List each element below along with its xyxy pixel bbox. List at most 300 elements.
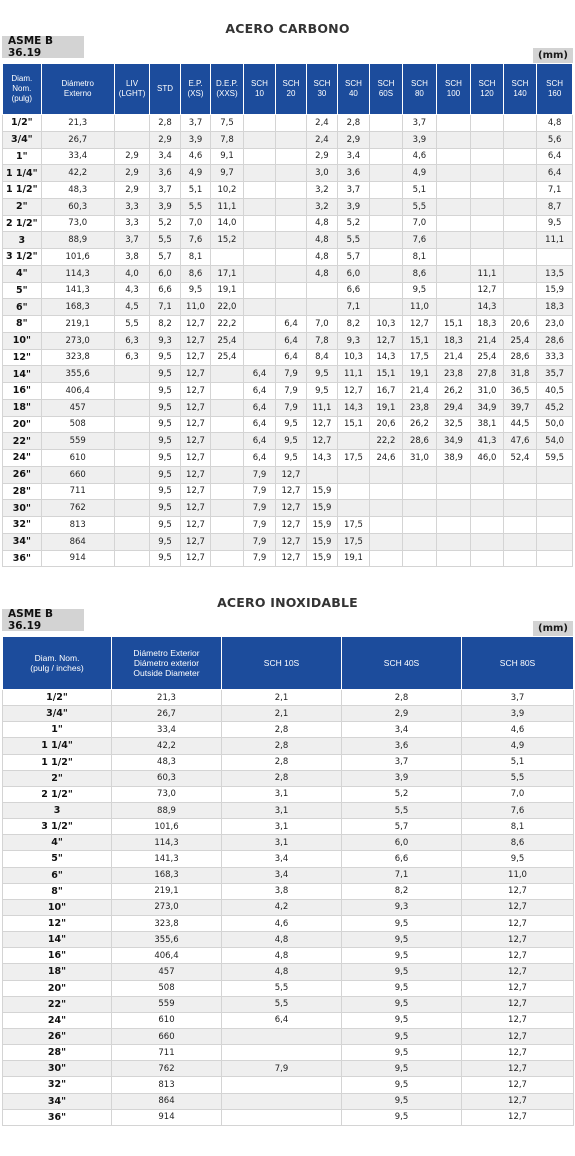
table-cell <box>369 466 403 483</box>
table-cell: 41,3 <box>471 433 504 450</box>
table-cell: 12,7 <box>462 883 574 899</box>
table-row <box>3 366 573 383</box>
table-cell: 114,3 <box>41 265 114 282</box>
table-row <box>3 1012 574 1028</box>
table-cell <box>211 466 244 483</box>
table-row <box>3 835 574 851</box>
table-cell <box>211 500 244 517</box>
table-cell <box>471 131 504 148</box>
nominal-diameter-cell: 1 1/2" <box>3 754 112 770</box>
table-cell: 31,8 <box>503 366 537 383</box>
table-cell: 323,8 <box>112 915 222 931</box>
table-cell: 8,6 <box>403 265 437 282</box>
table-cell <box>369 115 403 132</box>
table-row <box>3 316 573 333</box>
table-cell <box>243 265 276 282</box>
table-row <box>3 706 574 722</box>
table-cell: 4,6 <box>180 148 210 165</box>
carbon-column-header: SCH 30 <box>306 64 337 115</box>
table-cell: 20,6 <box>369 416 403 433</box>
table-cell <box>211 399 244 416</box>
table-cell: 38,1 <box>471 416 504 433</box>
table-cell: 19,1 <box>338 550 369 567</box>
table-cell: 864 <box>41 533 114 550</box>
table-cell: 14,3 <box>338 399 369 416</box>
table-cell: 12,7 <box>462 1028 574 1044</box>
table-cell <box>369 249 403 266</box>
table-cell: 17,5 <box>338 533 369 550</box>
table-cell <box>211 533 244 550</box>
table-cell: 660 <box>112 1028 222 1044</box>
table-cell <box>403 550 437 567</box>
table-cell <box>471 466 504 483</box>
table-cell: 219,1 <box>112 883 222 899</box>
table-cell: 17,1 <box>211 265 244 282</box>
table-row <box>3 932 574 948</box>
table-cell: 114,3 <box>112 835 222 851</box>
table-cell: 9,5 <box>150 500 180 517</box>
table-cell: 28,6 <box>537 332 573 349</box>
table-cell: 9,5 <box>342 1093 462 1109</box>
table-cell <box>503 182 537 199</box>
table-row <box>3 550 573 567</box>
table-cell <box>276 148 306 165</box>
table-cell: 2,9 <box>342 706 462 722</box>
table-cell <box>403 483 437 500</box>
carbon-column-header: SCH 20 <box>276 64 306 115</box>
table-row <box>3 165 573 182</box>
table-cell: 8,2 <box>150 316 180 333</box>
table-cell <box>537 517 573 534</box>
table-cell: 6,0 <box>338 265 369 282</box>
table-cell <box>369 165 403 182</box>
table-cell <box>306 466 337 483</box>
table-cell: 12,7 <box>462 932 574 948</box>
table-cell: 3,0 <box>306 165 337 182</box>
table-cell <box>211 450 244 467</box>
table-cell <box>114 483 150 500</box>
nominal-diameter-cell: 26" <box>3 466 42 483</box>
table-cell: 610 <box>112 1012 222 1028</box>
nominal-diameter-cell: 3 <box>3 802 112 818</box>
carbon-column-header: SCH 160 <box>537 64 573 115</box>
table-cell <box>369 182 403 199</box>
nominal-diameter-cell: 18" <box>3 964 112 980</box>
table-cell <box>211 366 244 383</box>
table-cell: 15,9 <box>537 282 573 299</box>
table-cell <box>222 1045 342 1061</box>
table-cell <box>503 483 537 500</box>
table-cell: 5,5 <box>114 316 150 333</box>
table-cell: 12,7 <box>369 332 403 349</box>
table-cell: 9,5 <box>342 948 462 964</box>
table-cell: 4,2 <box>222 899 342 915</box>
table-cell: 2,8 <box>222 722 342 738</box>
table-cell <box>243 115 276 132</box>
table-row <box>3 249 573 266</box>
table-cell <box>369 131 403 148</box>
table-cell: 6,0 <box>342 835 462 851</box>
table-cell <box>436 533 471 550</box>
table-cell: 14,3 <box>306 450 337 467</box>
table-cell: 6,3 <box>114 349 150 366</box>
nominal-diameter-cell: 10" <box>3 899 112 915</box>
table-cell: 31,0 <box>471 383 504 400</box>
table-cell: 11,0 <box>462 867 574 883</box>
table-cell <box>222 1028 342 1044</box>
table-cell <box>276 299 306 316</box>
table-cell: 6,4 <box>243 416 276 433</box>
table-cell: 88,9 <box>41 232 114 249</box>
table-cell: 3,9 <box>462 706 574 722</box>
table-cell: 24,6 <box>369 450 403 467</box>
stainless-steel-table <box>2 636 574 1126</box>
table-cell: 12,7 <box>462 996 574 1012</box>
table-cell: 7,9 <box>276 383 306 400</box>
table-cell: 10,3 <box>338 349 369 366</box>
table-cell: 3,9 <box>150 198 180 215</box>
table-cell: 12,7 <box>180 416 210 433</box>
table-cell: 12,7 <box>180 483 210 500</box>
table-cell: 16,7 <box>369 383 403 400</box>
table-cell <box>211 433 244 450</box>
table-cell <box>436 299 471 316</box>
table-cell: 9,5 <box>276 416 306 433</box>
table-cell: 3,4 <box>342 722 462 738</box>
table-cell: 12,7 <box>180 550 210 567</box>
table-cell: 11,1 <box>471 265 504 282</box>
table-row <box>3 1077 574 1093</box>
table-cell <box>211 249 244 266</box>
table-cell: 168,3 <box>112 867 222 883</box>
table-cell: 457 <box>112 964 222 980</box>
table-row <box>3 332 573 349</box>
table-cell: 15,1 <box>436 316 471 333</box>
table-cell: 813 <box>41 517 114 534</box>
table-cell: 19,1 <box>369 399 403 416</box>
table-cell: 12,7 <box>180 466 210 483</box>
table-cell <box>369 500 403 517</box>
table-cell: 12,7 <box>276 533 306 550</box>
table-cell: 12,7 <box>276 500 306 517</box>
table-cell: 9,5 <box>150 366 180 383</box>
table-cell <box>114 533 150 550</box>
nominal-diameter-cell: 3 1/2" <box>3 249 42 266</box>
table-cell: 5,5 <box>338 232 369 249</box>
table-cell: 5,5 <box>462 770 574 786</box>
table-cell <box>436 131 471 148</box>
table-cell: 15,1 <box>369 366 403 383</box>
table-cell: 12,7 <box>180 450 210 467</box>
table-cell: 19,1 <box>211 282 244 299</box>
table-cell: 9,5 <box>342 1028 462 1044</box>
table-cell: 101,6 <box>112 819 222 835</box>
table-cell <box>436 198 471 215</box>
nominal-diameter-cell: 1 1/2" <box>3 182 42 199</box>
table-cell: 12,7 <box>276 483 306 500</box>
table-cell: 6,6 <box>150 282 180 299</box>
table-row <box>3 483 573 500</box>
table-cell: 18,3 <box>471 316 504 333</box>
table-cell <box>243 148 276 165</box>
table-cell: 35,7 <box>537 366 573 383</box>
table-cell: 9,3 <box>338 332 369 349</box>
table-cell: 7,1 <box>338 299 369 316</box>
stainless-column-header: SCH 80S <box>462 637 574 690</box>
table-cell <box>369 232 403 249</box>
table-cell <box>243 232 276 249</box>
stainless-column-header: SCH 40S <box>342 637 462 690</box>
table-row <box>3 1045 574 1061</box>
table-cell: 168,3 <box>41 299 114 316</box>
table-cell: 6,4 <box>243 383 276 400</box>
table-cell <box>503 165 537 182</box>
table-cell: 3,7 <box>342 754 462 770</box>
table-cell: 15,9 <box>306 533 337 550</box>
table-cell: 48,3 <box>112 754 222 770</box>
carbon-column-header: SCH 140 <box>503 64 537 115</box>
table-cell <box>436 265 471 282</box>
table-cell: 9,5 <box>150 416 180 433</box>
table-cell: 12,7 <box>462 1012 574 1028</box>
table-cell: 141,3 <box>112 851 222 867</box>
table-row <box>3 980 574 996</box>
nominal-diameter-cell: 3/4" <box>3 131 42 148</box>
table-cell <box>114 399 150 416</box>
table-cell: 19,1 <box>403 366 437 383</box>
table-cell: 9,5 <box>342 932 462 948</box>
table-row <box>3 349 573 366</box>
table-cell: 8,6 <box>180 265 210 282</box>
table-cell: 4,8 <box>537 115 573 132</box>
table-cell: 12,7 <box>276 466 306 483</box>
table-cell: 12,7 <box>462 1077 574 1093</box>
table-row <box>3 867 574 883</box>
table-row <box>3 738 574 754</box>
table-cell <box>503 115 537 132</box>
table-cell <box>114 416 150 433</box>
table-row <box>3 215 573 232</box>
table-cell <box>276 232 306 249</box>
table-cell: 15,2 <box>211 232 244 249</box>
table-cell: 10,2 <box>211 182 244 199</box>
nominal-diameter-cell: 5" <box>3 851 112 867</box>
table-cell: 2,4 <box>306 131 337 148</box>
table-cell: 9,5 <box>276 450 306 467</box>
table-cell: 660 <box>41 466 114 483</box>
table-cell: 10,3 <box>369 316 403 333</box>
table-cell: 33,4 <box>112 722 222 738</box>
table-cell: 4,6 <box>403 148 437 165</box>
table-cell: 4,6 <box>222 915 342 931</box>
table-row <box>3 383 573 400</box>
table-cell: 7,9 <box>276 399 306 416</box>
nominal-diameter-cell: 20" <box>3 980 112 996</box>
table-cell: 27,8 <box>471 366 504 383</box>
table-cell <box>503 131 537 148</box>
table-cell <box>114 383 150 400</box>
table-cell: 323,8 <box>41 349 114 366</box>
table-cell <box>114 517 150 534</box>
table-cell <box>471 249 504 266</box>
carbon-standard-label: ASME B 36.19 <box>2 36 84 58</box>
table-cell: 5,1 <box>462 754 574 770</box>
carbon-column-header: SCH 80 <box>403 64 437 115</box>
stainless-standard-label: ASME B 36.19 <box>2 609 84 631</box>
carbon-steel-title: ACERO CARBONO <box>225 21 350 36</box>
nominal-diameter-cell: 1/2" <box>3 115 42 132</box>
table-cell <box>369 148 403 165</box>
table-cell: 6,6 <box>338 282 369 299</box>
nominal-diameter-cell: 3 <box>3 232 42 249</box>
table-cell <box>369 198 403 215</box>
table-cell <box>436 517 471 534</box>
table-cell <box>436 249 471 266</box>
table-row <box>3 500 573 517</box>
table-cell: 2,1 <box>222 706 342 722</box>
table-cell: 44,5 <box>503 416 537 433</box>
table-cell: 11,1 <box>306 399 337 416</box>
table-cell: 7,0 <box>403 215 437 232</box>
table-cell: 2,8 <box>342 690 462 706</box>
table-cell: 9,5 <box>150 433 180 450</box>
table-row <box>3 282 573 299</box>
nominal-diameter-cell: 14" <box>3 932 112 948</box>
table-cell: 26,2 <box>436 383 471 400</box>
table-cell: 9,1 <box>211 148 244 165</box>
table-cell <box>503 466 537 483</box>
table-cell: 9,5 <box>150 349 180 366</box>
table-cell: 864 <box>112 1093 222 1109</box>
table-cell <box>276 282 306 299</box>
table-cell: 5,5 <box>403 198 437 215</box>
table-row <box>3 1109 574 1125</box>
table-row <box>3 996 574 1012</box>
nominal-diameter-cell: 1/2" <box>3 690 112 706</box>
table-cell <box>471 517 504 534</box>
table-cell <box>222 1077 342 1093</box>
table-cell: 4,8 <box>306 249 337 266</box>
table-cell: 9,5 <box>276 433 306 450</box>
table-cell: 9,7 <box>211 165 244 182</box>
table-row <box>3 754 574 770</box>
table-cell: 8,7 <box>537 198 573 215</box>
table-cell <box>537 466 573 483</box>
stainless-column-header: Diámetro Exterior Diámetro exterior Outside Diameter <box>112 637 222 690</box>
table-cell: 21,3 <box>112 690 222 706</box>
table-cell <box>503 232 537 249</box>
table-cell: 4,6 <box>462 722 574 738</box>
table-row <box>3 899 574 915</box>
table-cell <box>503 265 537 282</box>
nominal-diameter-cell: 36" <box>3 550 42 567</box>
carbon-column-header: D.E.P. (XXS) <box>211 64 244 115</box>
table-cell: 8,1 <box>403 249 437 266</box>
table-cell: 3,3 <box>114 215 150 232</box>
table-cell <box>403 533 437 550</box>
table-row <box>3 802 574 818</box>
table-cell: 12,7 <box>180 517 210 534</box>
table-cell: 46,0 <box>471 450 504 467</box>
nominal-diameter-cell: 2" <box>3 198 42 215</box>
table-cell: 813 <box>112 1077 222 1093</box>
table-cell <box>471 500 504 517</box>
table-row <box>3 786 574 802</box>
table-cell <box>503 299 537 316</box>
nominal-diameter-cell: 22" <box>3 996 112 1012</box>
table-cell: 9,5 <box>342 915 462 931</box>
table-cell: 3,8 <box>114 249 150 266</box>
table-cell <box>211 550 244 567</box>
table-cell <box>403 517 437 534</box>
table-cell: 3,7 <box>114 232 150 249</box>
table-cell: 4,8 <box>222 932 342 948</box>
table-cell: 3,2 <box>306 182 337 199</box>
table-cell: 5,5 <box>180 198 210 215</box>
table-cell: 9,5 <box>150 399 180 416</box>
table-cell: 33,3 <box>537 349 573 366</box>
table-cell: 3,1 <box>222 835 342 851</box>
table-cell: 7,0 <box>462 786 574 802</box>
table-cell: 7,0 <box>306 316 337 333</box>
table-cell: 9,5 <box>306 366 337 383</box>
table-cell: 4,8 <box>222 964 342 980</box>
table-cell: 9,5 <box>537 215 573 232</box>
table-cell: 9,5 <box>342 1061 462 1077</box>
table-cell: 7,9 <box>243 466 276 483</box>
table-cell <box>369 215 403 232</box>
table-cell: 59,5 <box>537 450 573 467</box>
table-cell <box>436 466 471 483</box>
table-cell: 5,5 <box>342 802 462 818</box>
nominal-diameter-cell: 28" <box>3 483 42 500</box>
table-cell <box>243 349 276 366</box>
table-cell: 3,6 <box>342 738 462 754</box>
table-cell <box>436 182 471 199</box>
table-cell <box>471 115 504 132</box>
table-cell: 9,5 <box>150 517 180 534</box>
table-cell: 28,6 <box>403 433 437 450</box>
stainless-unit-label: (mm) <box>533 621 573 636</box>
stainless-column-header: SCH 10S <box>222 637 342 690</box>
table-cell: 12,7 <box>471 282 504 299</box>
table-cell: 34,9 <box>471 399 504 416</box>
table-cell <box>114 366 150 383</box>
nominal-diameter-cell: 6" <box>3 867 112 883</box>
table-row <box>3 433 573 450</box>
table-cell: 21,4 <box>436 349 471 366</box>
table-cell: 559 <box>112 996 222 1012</box>
table-cell: 5,7 <box>338 249 369 266</box>
nominal-diameter-cell: 24" <box>3 450 42 467</box>
table-cell: 12,7 <box>462 899 574 915</box>
table-cell: 26,7 <box>41 131 114 148</box>
table-cell: 7,5 <box>211 115 244 132</box>
table-cell: 9,5 <box>150 483 180 500</box>
table-cell: 73,0 <box>112 786 222 802</box>
table-cell: 4,9 <box>180 165 210 182</box>
table-cell: 5,1 <box>403 182 437 199</box>
table-cell: 2,9 <box>150 131 180 148</box>
table-cell: 9,3 <box>342 899 462 915</box>
table-cell <box>338 433 369 450</box>
table-cell: 3,9 <box>403 131 437 148</box>
table-cell: 15,9 <box>306 517 337 534</box>
table-cell: 60,3 <box>112 770 222 786</box>
table-cell: 14,0 <box>211 215 244 232</box>
table-cell: 48,3 <box>41 182 114 199</box>
table-cell: 4,8 <box>306 232 337 249</box>
